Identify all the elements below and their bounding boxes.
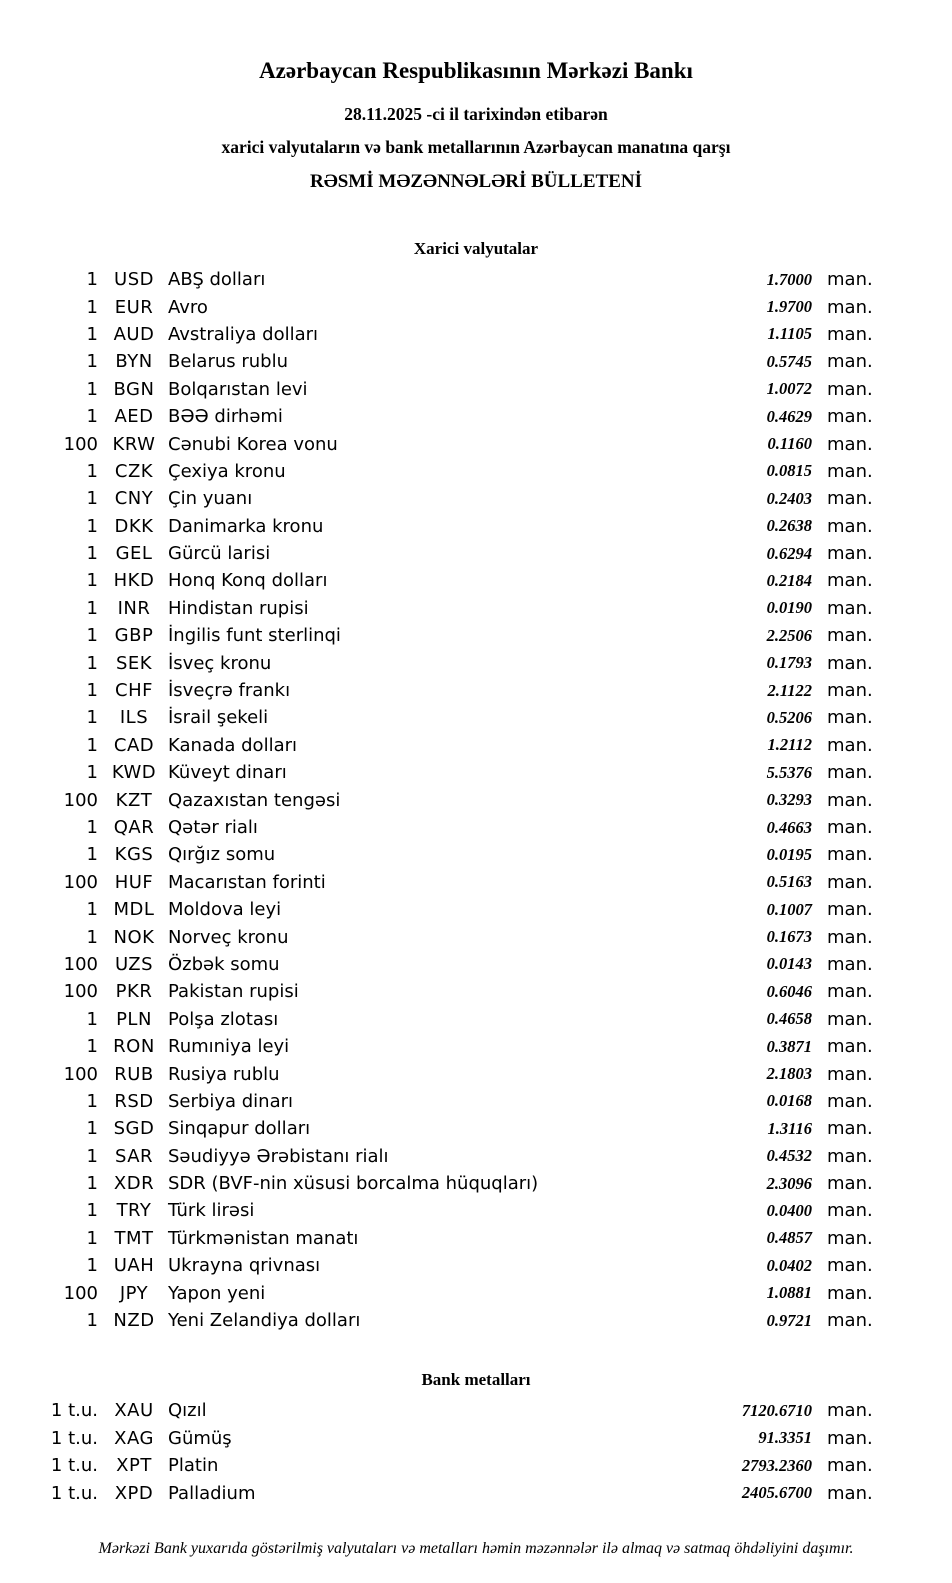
row-currency-name: Danimarka kronu: [168, 515, 324, 537]
row-quantity: 100: [63, 1063, 98, 1085]
row-quantity: 100: [63, 789, 98, 811]
row-rate-value: 1.9700: [766, 297, 812, 317]
row-quantity: 1: [86, 570, 98, 592]
row-currency-name: Qətər rialı: [168, 817, 258, 838]
row-unit-label: man.: [827, 1400, 873, 1422]
row-rate-value: 1.3116: [767, 1118, 812, 1138]
row-rate-value: 2.1122: [767, 680, 812, 700]
row-rate-value: 0.4658: [766, 1009, 812, 1029]
row-currency-code: INR: [117, 597, 151, 619]
row-currency-name: Moldova leyi: [168, 899, 282, 921]
row-unit-label: man.: [827, 707, 873, 729]
row-quantity: 1: [86, 1145, 98, 1167]
row-quantity: 100: [63, 433, 98, 455]
row-quantity: 1: [86, 296, 98, 318]
row-currency-name: BƏƏ dirhəmi: [168, 406, 283, 428]
row-unit-label: man.: [827, 323, 873, 345]
row-currency-code: AUD: [113, 323, 155, 345]
row-rate-value: 1.7000: [766, 269, 812, 289]
row-rate-value: 2.3096: [766, 1173, 812, 1193]
row-quantity: 1: [86, 1255, 98, 1277]
row-currency-code: GBP: [114, 625, 154, 647]
row-unit-label: man.: [827, 953, 873, 975]
rate-row: [0, 513, 952, 540]
row-rate-value: 1.2112: [767, 735, 812, 755]
row-quantity: 1 t.u.: [50, 1482, 98, 1504]
row-currency-code: AED: [114, 406, 154, 428]
rate-row: [0, 1115, 952, 1142]
row-rate-value: 0.2184: [766, 570, 812, 590]
row-unit-label: man.: [827, 351, 873, 373]
row-currency-code: JPY: [119, 1282, 149, 1304]
row-unit-label: man.: [827, 1090, 873, 1112]
row-currency-code: SGD: [113, 1118, 155, 1140]
row-quantity: 1: [86, 707, 98, 729]
row-quantity: 1: [86, 1173, 98, 1195]
row-rate-value: 0.4532: [766, 1146, 812, 1166]
row-currency-code: CZK: [114, 460, 154, 482]
currencies-section-title: Xarici valyutalar: [413, 239, 539, 258]
row-quantity: 1: [86, 1008, 98, 1030]
rate-row: [0, 1425, 952, 1452]
row-unit-label: man.: [827, 1008, 873, 1030]
row-currency-name: Avro: [168, 296, 208, 318]
row-currency-name: Platin: [168, 1455, 219, 1477]
row-quantity: 1: [86, 543, 98, 565]
row-rate-value: 0.3293: [766, 790, 812, 810]
row-currency-code: CNY: [114, 488, 154, 510]
row-rate-value: 2405.6700: [741, 1483, 812, 1503]
rate-row: [0, 376, 952, 403]
row-unit-label: man.: [827, 1227, 873, 1249]
row-rate-value: 0.1007: [766, 899, 812, 919]
row-currency-name: Özbək somu: [168, 953, 280, 975]
rate-row: [0, 266, 952, 293]
row-rate-value: 0.0190: [766, 598, 812, 618]
rate-row: [0, 1479, 952, 1506]
row-quantity: 1: [86, 378, 98, 400]
row-rate-value: 0.1673: [766, 927, 812, 947]
row-unit-label: man.: [827, 1427, 873, 1449]
row-quantity: 100: [63, 953, 98, 975]
row-rate-value: 0.2403: [766, 488, 812, 508]
row-quantity: 1: [86, 734, 98, 756]
row-unit-label: man.: [827, 1063, 873, 1085]
row-rate-value: 0.4663: [766, 817, 812, 837]
row-quantity: 1: [86, 1310, 98, 1332]
row-currency-code: PLN: [116, 1008, 152, 1030]
row-currency-name: İsveçrə frankı: [168, 680, 291, 702]
row-currency-code: SEK: [115, 652, 153, 674]
row-unit-label: man.: [827, 269, 873, 291]
row-rate-value: 0.5745: [766, 351, 812, 371]
row-currency-code: XAU: [114, 1400, 154, 1422]
row-currency-code: SAR: [114, 1145, 154, 1167]
row-quantity: 1: [86, 1200, 98, 1222]
rate-row: [0, 1397, 952, 1424]
row-currency-name: Polşa zlotası: [168, 1008, 279, 1030]
row-unit-label: man.: [827, 515, 873, 537]
row-rate-value: 0.6046: [766, 981, 812, 1001]
row-rate-value: 0.1793: [766, 653, 812, 673]
rate-row: [0, 321, 952, 348]
rate-row: [0, 1170, 952, 1197]
rate-row: [0, 759, 952, 786]
row-currency-name: Çin yuanı: [168, 488, 253, 510]
row-rate-value: 7120.6710: [741, 1400, 812, 1420]
row-quantity: 1 t.u.: [50, 1427, 98, 1449]
row-currency-name: Macarıstan forinti: [168, 871, 326, 893]
row-currency-name: Palladium: [168, 1482, 256, 1504]
row-rate-value: 0.3871: [766, 1036, 812, 1056]
row-currency-name: Yeni Zelandiya dolları: [168, 1310, 361, 1332]
row-unit-label: man.: [827, 570, 873, 592]
row-currency-name: Sinqapur dolları: [168, 1118, 311, 1140]
row-quantity: 1 t.u.: [50, 1455, 98, 1477]
rate-row: [0, 786, 952, 813]
rate-row: [0, 1252, 952, 1279]
row-currency-name: Rusiya rublu: [168, 1063, 280, 1085]
row-rate-value: 0.5163: [766, 872, 812, 892]
rate-row: [0, 540, 952, 567]
row-unit-label: man.: [827, 1455, 873, 1477]
bulletin-title: RƏSMİ MƏZƏNNƏLƏRİ BÜLLETENİ: [309, 171, 642, 192]
row-quantity: 1: [86, 323, 98, 345]
row-currency-code: UZS: [114, 953, 154, 975]
row-unit-label: man.: [827, 981, 873, 1003]
rate-row: [0, 923, 952, 950]
row-rate-value: 0.5206: [766, 707, 812, 727]
row-currency-name: Hindistan rupisi: [168, 597, 309, 619]
row-currency-code: MDL: [113, 899, 155, 921]
metals-section-title: Bank metalları: [421, 1370, 531, 1390]
row-currency-code: KGS: [114, 844, 154, 866]
row-rate-value: 0.0400: [766, 1200, 812, 1220]
row-currency-name: SDR (BVF-nin xüsusi borcalma hüquqları): [168, 1173, 539, 1195]
row-currency-name: Qızıl: [168, 1400, 207, 1422]
rate-row: [0, 403, 952, 430]
row-currency-code: XDR: [113, 1173, 155, 1195]
bulletin-subtitle: xarici valyutaların və bank metallarının Azərbaycan manatına qarşı: [221, 137, 731, 157]
row-rate-value: 0.2638: [766, 516, 812, 536]
row-quantity: 1: [86, 1036, 98, 1058]
row-unit-label: man.: [827, 817, 873, 838]
rate-row: [0, 348, 952, 375]
row-currency-code: XPD: [114, 1482, 154, 1504]
rate-row: [0, 896, 952, 923]
row-quantity: 1: [86, 652, 98, 674]
row-quantity: 1: [86, 625, 98, 647]
rate-row: [0, 622, 952, 649]
row-unit-label: man.: [827, 1200, 873, 1222]
row-currency-code: QAR: [113, 817, 155, 838]
row-currency-name: Serbiya dinarı: [168, 1090, 293, 1112]
row-unit-label: man.: [827, 543, 873, 565]
rate-row: [0, 1307, 952, 1334]
row-unit-label: man.: [827, 597, 873, 619]
row-quantity: 100: [63, 981, 98, 1003]
row-unit-label: man.: [827, 844, 873, 866]
row-unit-label: man.: [827, 789, 873, 811]
row-quantity: 1: [86, 1090, 98, 1112]
row-currency-code: GEL: [115, 543, 153, 565]
rate-row: [0, 704, 952, 731]
row-quantity: 1: [86, 269, 98, 291]
row-currency-code: KRW: [112, 433, 156, 455]
row-unit-label: man.: [827, 899, 873, 921]
row-currency-name: Qırğız somu: [168, 844, 276, 866]
row-rate-value: 0.4629: [766, 406, 812, 426]
row-currency-name: İngilis funt sterlinqi: [168, 625, 341, 647]
row-quantity: 1: [86, 844, 98, 866]
rate-row: [0, 1225, 952, 1252]
row-currency-name: İsveç kronu: [168, 652, 272, 674]
rate-row: [0, 978, 952, 1005]
rate-row: [0, 485, 952, 512]
rate-row: [0, 458, 952, 485]
row-unit-label: man.: [827, 1282, 873, 1304]
row-unit-label: man.: [827, 1173, 873, 1195]
rate-row: [0, 1088, 952, 1115]
row-currency-code: TMT: [114, 1227, 154, 1249]
row-currency-code: RON: [113, 1036, 155, 1058]
row-rate-value: 0.4857: [766, 1228, 812, 1248]
row-currency-code: RUB: [114, 1063, 154, 1085]
row-currency-code: BGN: [113, 378, 155, 400]
rate-row: [0, 1033, 952, 1060]
rate-row: [0, 1452, 952, 1479]
currencies-table: [0, 266, 952, 1334]
row-currency-name: Bolqarıstan levi: [168, 378, 308, 400]
row-currency-code: BYN: [115, 351, 153, 373]
row-currency-code: CHF: [115, 680, 153, 702]
effective-date-line: 28.11.2025 -ci il tarixindən etibarən: [344, 104, 608, 124]
row-rate-value: 0.9721: [766, 1310, 812, 1330]
row-currency-name: Pakistan rupisi: [168, 981, 299, 1003]
row-unit-label: man.: [827, 625, 873, 647]
row-quantity: 1: [86, 597, 98, 619]
row-quantity: 1: [86, 762, 98, 784]
row-currency-name: Yapon yeni: [168, 1282, 266, 1304]
row-currency-code: ILS: [119, 707, 149, 729]
rate-row: [0, 841, 952, 868]
row-rate-value: 5.5376: [766, 762, 812, 782]
row-quantity: 1: [86, 1118, 98, 1140]
row-unit-label: man.: [827, 680, 873, 702]
row-currency-name: Kanada dolları: [168, 734, 298, 756]
rate-row: [0, 732, 952, 759]
row-currency-name: Səudiyyə Ərəbistanı rialı: [168, 1145, 389, 1167]
row-currency-name: Türkmənistan manatı: [168, 1227, 359, 1249]
row-unit-label: man.: [827, 406, 873, 428]
row-rate-value: 0.0143: [766, 954, 812, 974]
row-unit-label: man.: [827, 652, 873, 674]
disclaimer-note: Mərkəzi Bank yuxarıda göstərilmiş valyutaları və metalları həmin məzənnələr ilə almaq və satmaq öhdəliyini daşımır.: [98, 1539, 854, 1557]
row-quantity: 100: [63, 1282, 98, 1304]
row-currency-name: Norveç kronu: [168, 926, 289, 948]
row-quantity: 1: [86, 488, 98, 510]
row-currency-code: KZT: [115, 789, 153, 811]
row-currency-name: Gümüş: [168, 1427, 232, 1449]
row-unit-label: man.: [827, 460, 873, 482]
rate-row: [0, 1060, 952, 1087]
row-unit-label: man.: [827, 296, 873, 318]
rate-row: [0, 1279, 952, 1306]
row-currency-name: Cənubi Korea vonu: [168, 433, 338, 455]
row-rate-value: 2.1803: [766, 1064, 812, 1084]
row-currency-code: USD: [114, 269, 154, 291]
row-rate-value: 91.3351: [758, 1428, 812, 1448]
row-unit-label: man.: [827, 1036, 873, 1058]
row-rate-value: 0.6294: [766, 543, 812, 563]
row-rate-value: 0.1160: [767, 434, 812, 454]
row-currency-name: Rumıniya leyi: [168, 1036, 290, 1058]
row-quantity: 1: [86, 680, 98, 702]
row-unit-label: man.: [827, 1255, 873, 1277]
row-currency-code: RSD: [114, 1090, 154, 1112]
row-quantity: 1: [86, 817, 98, 838]
row-currency-name: Küveyt dinarı: [168, 762, 287, 784]
row-quantity: 1 t.u.: [50, 1400, 98, 1422]
rate-row: [0, 869, 952, 896]
rate-row: [0, 1143, 952, 1170]
row-currency-name: Belarus rublu: [168, 351, 289, 373]
row-unit-label: man.: [827, 488, 873, 510]
row-quantity: 1: [86, 515, 98, 537]
row-currency-name: Honq Konq dolları: [168, 570, 328, 592]
row-currency-code: PKR: [115, 981, 153, 1003]
row-currency-code: XPT: [116, 1455, 152, 1477]
rate-row: [0, 430, 952, 457]
rate-row: [0, 1197, 952, 1224]
row-currency-code: TRY: [116, 1200, 152, 1222]
rate-row: [0, 951, 952, 978]
row-unit-label: man.: [827, 433, 873, 455]
row-currency-name: Ukrayna qrivnası: [168, 1255, 321, 1277]
row-currency-name: Qazaxıstan tengəsi: [168, 789, 341, 811]
row-quantity: 1: [86, 899, 98, 921]
row-currency-name: Türk lirəsi: [168, 1200, 255, 1222]
row-quantity: 1: [86, 406, 98, 428]
row-unit-label: man.: [827, 378, 873, 400]
row-currency-code: XAG: [114, 1427, 154, 1449]
row-currency-code: EUR: [114, 296, 154, 318]
row-rate-value: 1.1105: [767, 324, 812, 344]
rate-row: [0, 595, 952, 622]
row-rate-value: 1.0072: [766, 379, 812, 399]
row-currency-code: DKK: [114, 515, 154, 537]
row-quantity: 1: [86, 1227, 98, 1249]
row-quantity: 100: [63, 871, 98, 893]
row-unit-label: man.: [827, 1482, 873, 1504]
rate-row: [0, 293, 952, 320]
row-unit-label: man.: [827, 926, 873, 948]
row-currency-name: Çexiya kronu: [168, 460, 286, 482]
row-quantity: 1: [86, 351, 98, 373]
row-unit-label: man.: [827, 1310, 873, 1332]
row-currency-code: NOK: [113, 926, 155, 948]
rate-row: [0, 814, 952, 841]
row-currency-code: KWD: [111, 762, 157, 784]
row-currency-name: ABŞ dolları: [168, 269, 266, 291]
row-rate-value: 2793.2360: [741, 1455, 812, 1475]
row-currency-code: HUF: [114, 871, 154, 893]
rate-row: [0, 567, 952, 594]
rate-row: [0, 677, 952, 704]
row-rate-value: 0.0402: [766, 1255, 812, 1275]
row-quantity: 1: [86, 460, 98, 482]
row-currency-code: CAD: [113, 734, 155, 756]
row-unit-label: man.: [827, 762, 873, 784]
row-currency-code: NZD: [113, 1310, 155, 1332]
row-unit-label: man.: [827, 1145, 873, 1167]
rate-row: [0, 649, 952, 676]
row-currency-name: İsrail şekeli: [168, 707, 269, 729]
row-unit-label: man.: [827, 871, 873, 893]
bank-name-title: Azərbaycan Respublikasının Mərkəzi Bankı: [259, 58, 693, 83]
row-quantity: 1: [86, 926, 98, 948]
row-rate-value: 1.0881: [766, 1283, 812, 1303]
row-rate-value: 0.0168: [766, 1091, 812, 1111]
row-rate-value: 2.2506: [766, 625, 812, 645]
row-currency-code: HKD: [113, 570, 155, 592]
row-unit-label: man.: [827, 734, 873, 756]
row-currency-name: Avstraliya dolları: [168, 323, 319, 345]
row-unit-label: man.: [827, 1118, 873, 1140]
metals-table: [0, 1397, 952, 1507]
row-currency-code: UAH: [113, 1255, 155, 1277]
row-rate-value: 0.0815: [766, 461, 812, 481]
row-rate-value: 0.0195: [766, 844, 812, 864]
rate-row: [0, 1006, 952, 1033]
row-currency-name: Gürcü larisi: [168, 543, 271, 565]
